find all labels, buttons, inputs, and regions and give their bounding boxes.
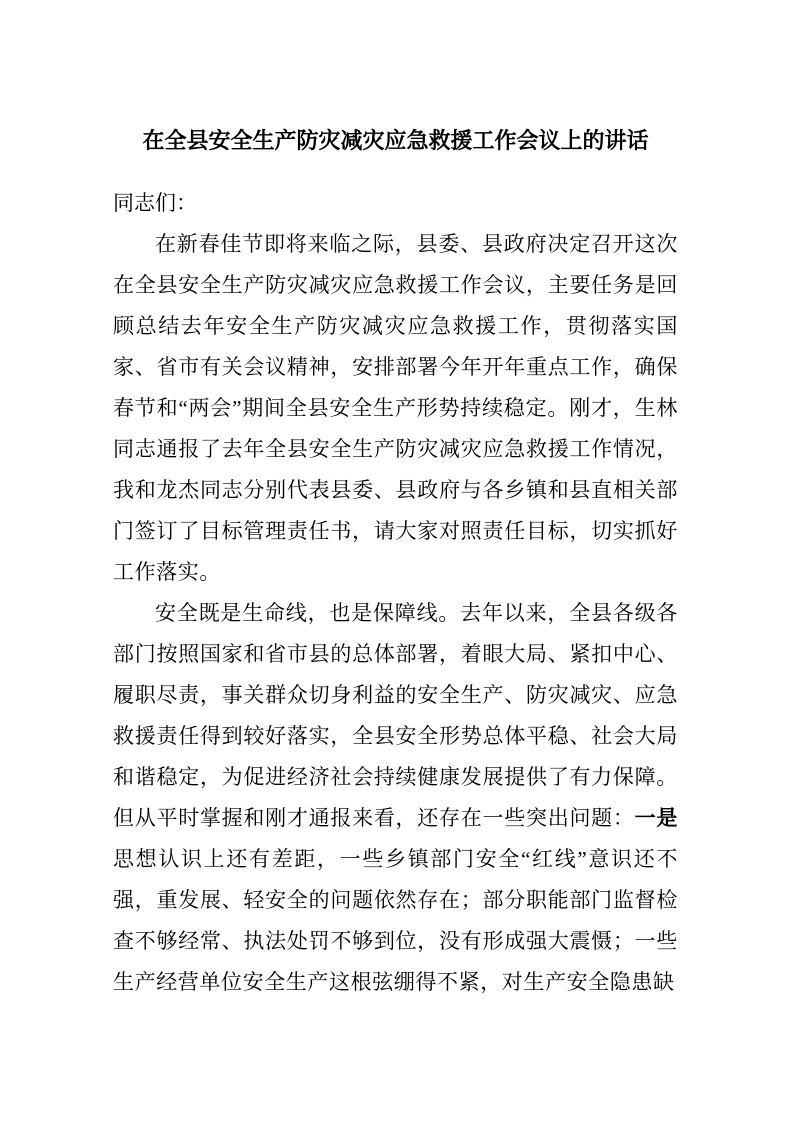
salutation: 同志们： xyxy=(113,191,197,215)
document-body xyxy=(113,224,678,1003)
text-run: 在新春佳节即将来临之际，县委、县政府决定召开这次在全县安全生产防灾减灾应急救援工作会议，主要任务是回顾总结去年安全生产防灾减灾应急救援工作，贯彻落实国家、省市有关会议精神，安排部署今年开年重点工作，确保春节和“两会”期间全县安全生产形势持续稳定。刚才，生林同志通报了去年全县安全生产防灾减灾应急救援工作情况，我和龙杰同志分别代表县委、县政府与各乡镇和县直相关部门签订了目标管理责任书，请大家对照责任目标，切实抓好工作落实。 xyxy=(113,232,678,584)
text-run: 思想认识上还有差距，一些乡镇部门安全“红线”意识还不强，重发展、轻安全的问题依然存在；部分职能部门监督检查不够经常、执法处罚不够到位，没有形成强大震慑；一些生产经营单位安全生产这根弦绷得不紧，对生产安全隐患缺 xyxy=(113,847,678,994)
bold-text-run: 一是 xyxy=(634,806,678,830)
document-content xyxy=(113,123,678,1003)
paragraph xyxy=(113,224,678,593)
text-run: 安全既是生命线，也是保障线。去年以来，全县各级各部门按照国家和省市县的总体部署，着眼大局、紧扣中心、履职尽责，事关群众切身利益的安全生产、防灾减灾、应急救援责任得到较好落实，全县安全形势总体平稳、社会大局和谐稳定，为促进经济社会持续健康发展提供了有力保障。但从平时掌握和刚才通报来看，还存在一些突出问题： xyxy=(113,601,678,830)
paragraph xyxy=(113,593,678,1003)
document-title: 在全县安全生产防灾减灾应急救援工作会议上的讲话 xyxy=(142,128,649,153)
